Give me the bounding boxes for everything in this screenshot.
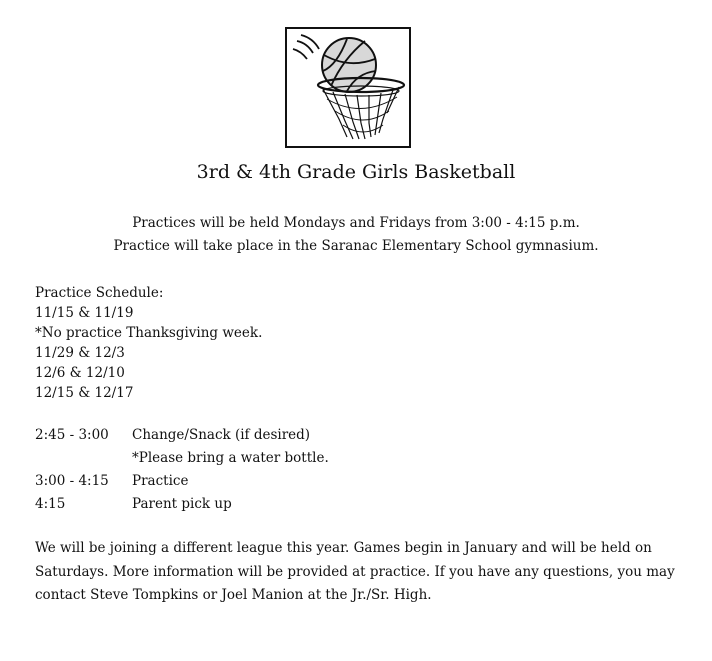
agenda-row — [35, 469, 329, 492]
closing-line: contact Steve Tompkins or Joel Manion at the Jr./Sr. High. — [35, 587, 432, 603]
schedule-item: 11/15 & 11/19 — [35, 305, 134, 321]
agenda-desc: Practice — [132, 472, 189, 489]
agenda-time: 3:00 - 4:15 — [35, 472, 109, 489]
schedule-note: *No practice Thanksgiving week. — [35, 325, 263, 341]
agenda-desc: Parent pick up — [132, 495, 232, 512]
intro-text — [0, 212, 712, 258]
closing-line: Saturdays. More information will be provided at practice. If you have any questions, you may — [35, 563, 675, 580]
schedule-item: 12/6 & 12/10 — [35, 365, 125, 381]
intro-line: Practice will take place in the Saranac Elementary School gymnasium. — [113, 238, 599, 254]
intro-line: Practices will be held Mondays and Fridays from 3:00 - 4:15 p.m. — [132, 215, 580, 231]
agenda-row — [35, 492, 329, 515]
practice-schedule — [35, 283, 262, 403]
daily-agenda — [35, 423, 329, 515]
agenda-row — [35, 423, 329, 446]
agenda-note: *Please bring a water bottle. — [132, 449, 329, 466]
agenda-row — [35, 446, 329, 469]
agenda-time: 2:45 - 3:00 — [35, 426, 109, 443]
page-title: 3rd & 4th Grade Girls Basketball — [196, 161, 516, 183]
closing-line: We will be joining a different league this year. Games begin in January and will be held on — [35, 540, 652, 556]
schedule-heading: Practice Schedule: — [35, 285, 164, 301]
basketball-hoop-icon — [287, 29, 409, 146]
basketball-hoop-logo — [285, 27, 411, 148]
schedule-item: 11/29 & 12/3 — [35, 345, 125, 361]
agenda-time: 4:15 — [35, 495, 66, 512]
schedule-item: 12/15 & 12/17 — [35, 385, 134, 401]
closing-paragraph — [35, 537, 675, 608]
agenda-desc: Change/Snack (if desired) — [132, 426, 311, 443]
